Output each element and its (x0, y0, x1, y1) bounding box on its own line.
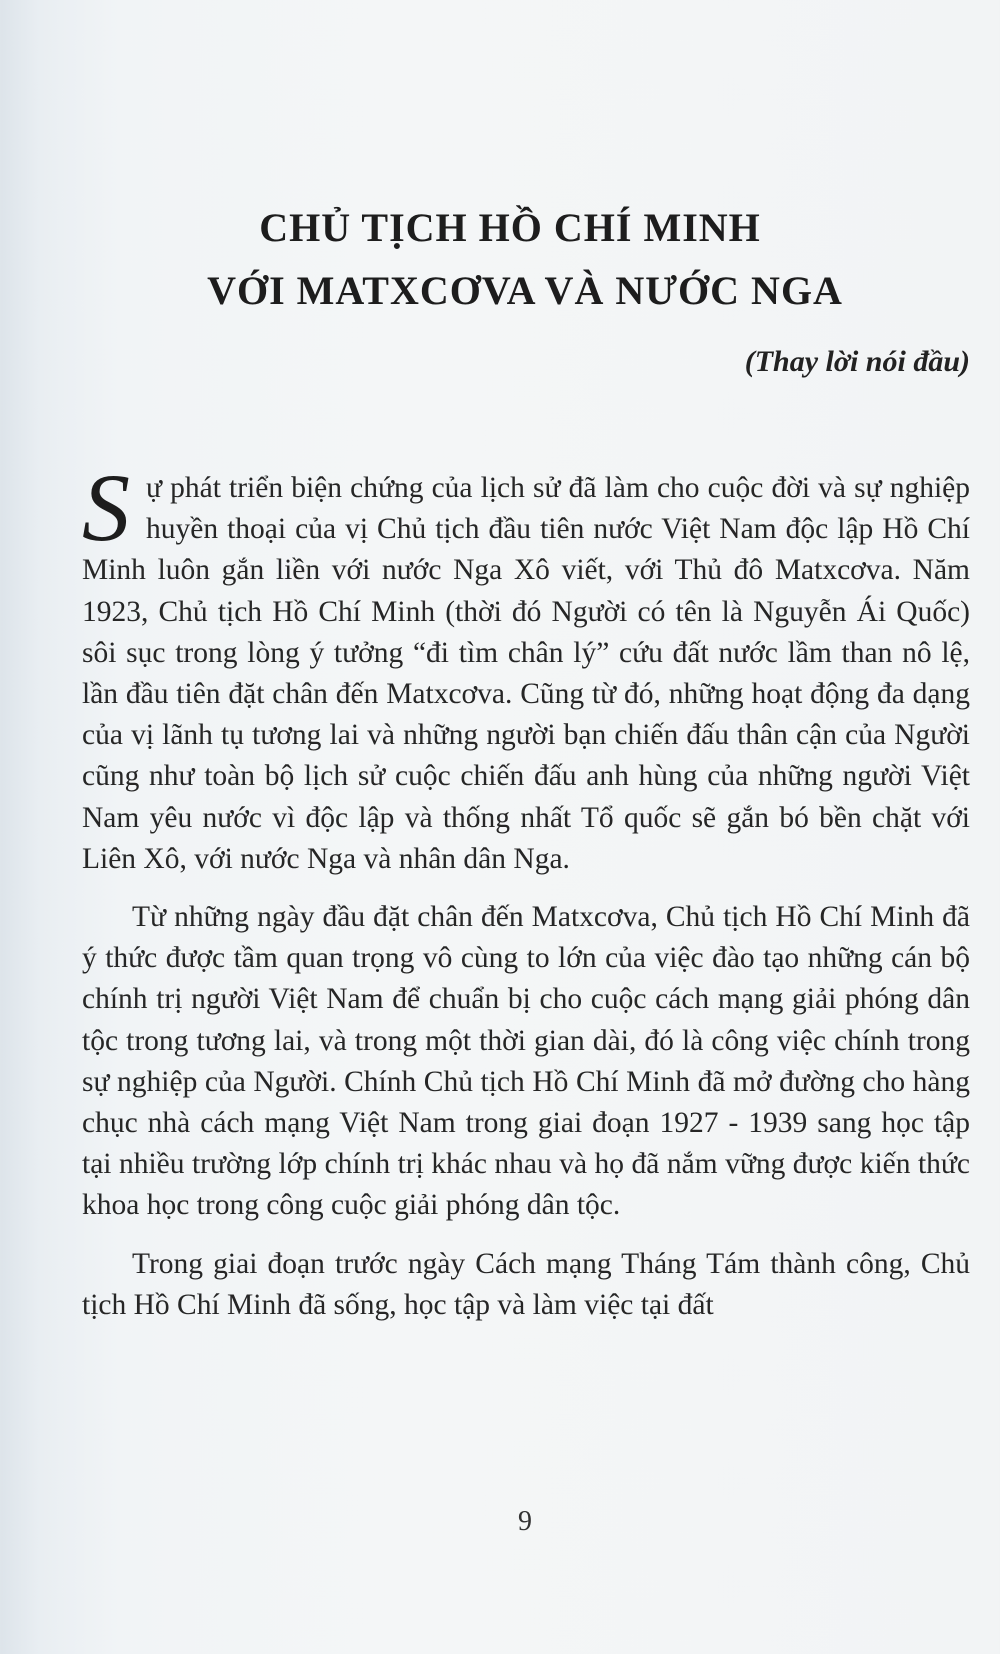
chapter-title-line-1: CHỦ TỊCH HỒ CHÍ MINH (259, 205, 761, 250)
paragraph-3: Trong giai đoạn trước ngày Cách mạng Tháng Tám thành công, Chủ tịch Hồ Chí Minh đã sống, học tập và làm việc tại đất (82, 1247, 970, 1321)
drop-cap: S (82, 454, 130, 561)
chapter-subtitle: (Thay lời nói đầu) (744, 345, 970, 378)
paragraph-1-text: ự phát triển biện chứng của lịch sử đã làm cho cuộc đời và sự nghiệp huyền thoại của vị Chủ tịch đầu tiên nước Việt Nam độc lập Hồ Chí Minh luôn gắn liền với nước Nga Xô viết, với Thủ đô Matxcơva. Năm 1923, Chủ tịch Hồ Chí Minh (thời đó Người có tên là Nguyễn Ái Quốc) sôi sục trong lòng ý tưởng “đi tìm chân lý” cứu đất nước lầm than nô lệ, lần đầu tiên đặt chân đến Matxcơva. Cũng từ đó, những hoạt động đa dạng của vị lãnh tụ tương lai và những người bạn chiến đấu thân cận của Người cũng như toàn bộ lịch sử cuộc chiến đấu anh hùng của những người Việt Nam yêu nước vì độc lập và thống nhất Tổ quốc sẽ gắn bó bền chặt với Liên Xô, với nước Nga và nhân dân Nga. (82, 472, 970, 875)
paragraph-2: Từ những ngày đầu đặt chân đến Matxcơva, Chủ tịch Hồ Chí Minh đã ý thức được tầm quan trọng vô cùng to lớn của việc đào tạo những cán bộ chính trị người Việt Nam để chuẩn bị cho cuộc cách mạng giải phóng dân tộc trong tương lai, và trong một thời gian dài, đó là công việc chính trong sự nghiệp của Người. Chính Chủ tịch Hồ Chí Minh đã mở đường cho hàng chục nhà cách mạng Việt Nam trong giai đoạn 1927 - 1939 sang học tập tại nhiều trường lớp chính trị khác nhau và họ đã nắm vững được kiến thức khoa học trong công cuộc giải phóng dân tộc. (82, 901, 970, 1222)
paragraph-1 (82, 454, 970, 880)
body-text (82, 454, 970, 1343)
page-number: 9 (518, 1506, 532, 1537)
chapter-title-line-2: VỚI MATXCƠVA VÀ NƯỚC NGA (207, 268, 843, 313)
